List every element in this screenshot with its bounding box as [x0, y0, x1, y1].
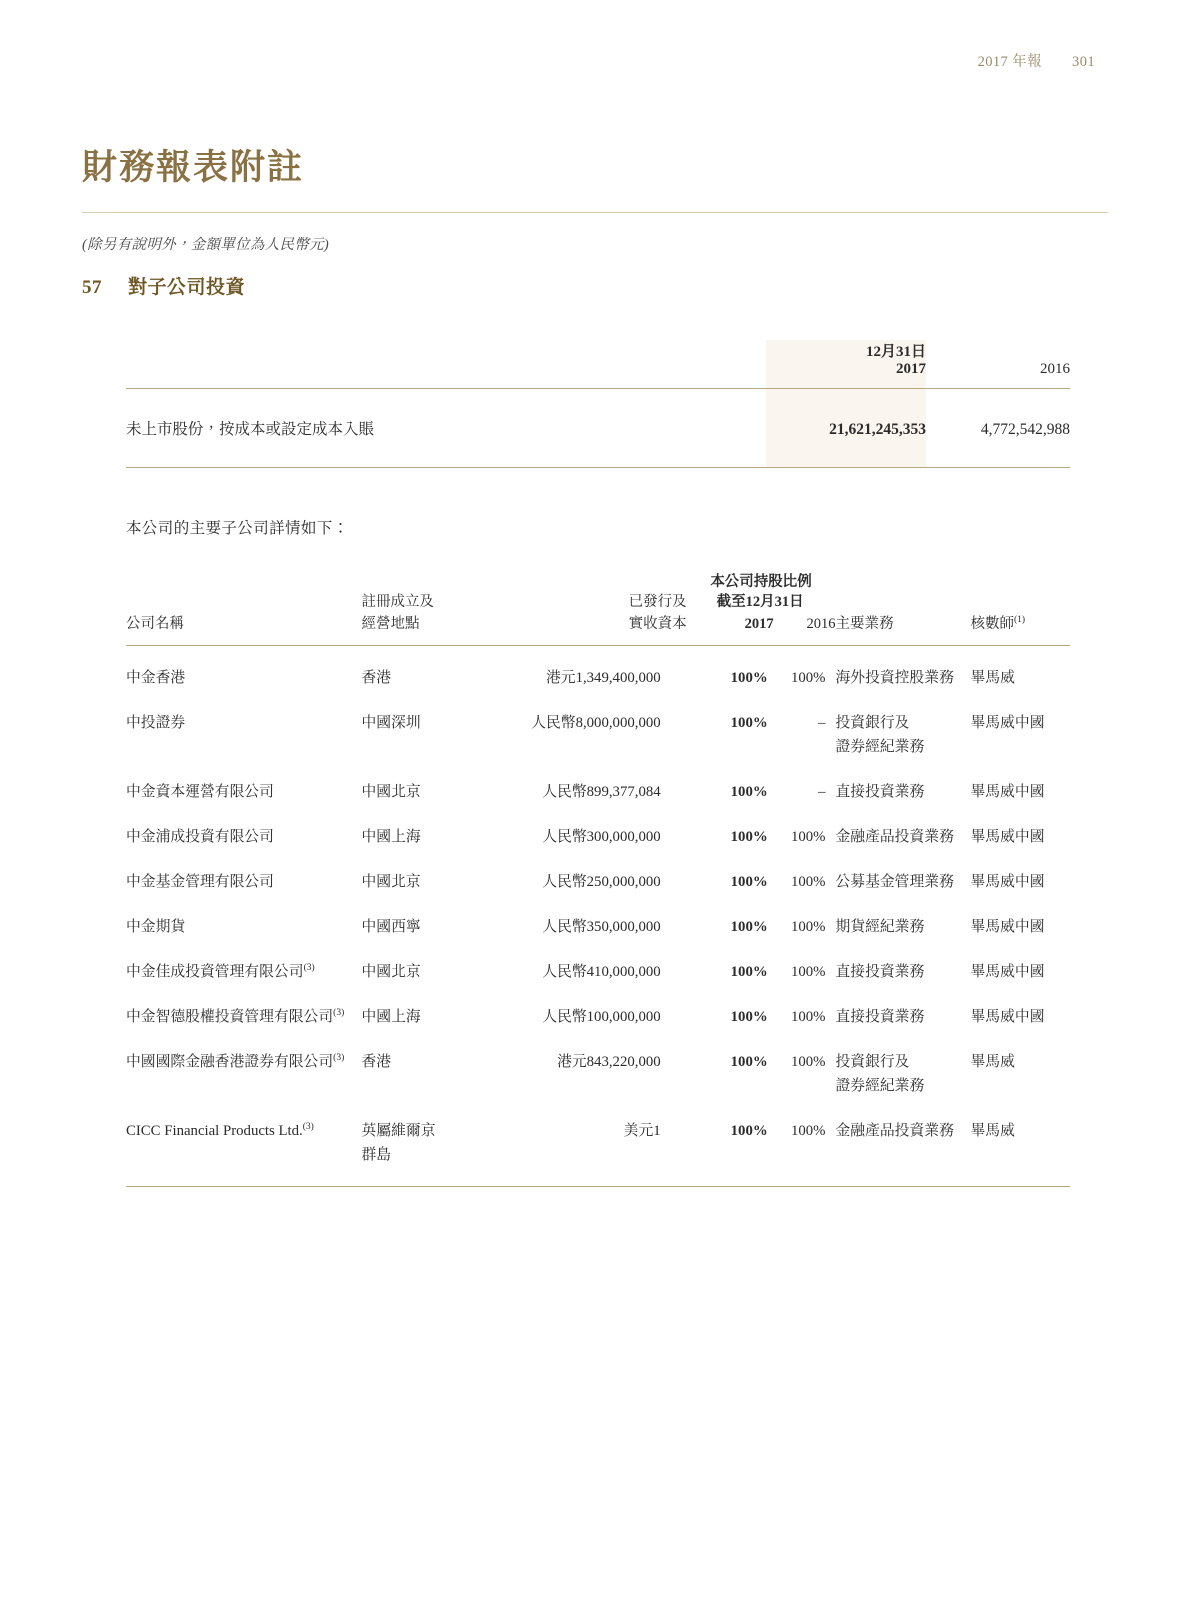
subsidiary-business: 公募基金管理業務: [835, 873, 954, 890]
table-row: [126, 850, 1070, 895]
subsidiary-pct-2017: 100%: [730, 1008, 768, 1025]
page-subtitle: (除另有說明外，金額單位為人民幣元): [82, 237, 330, 253]
subsidiary-capital: 人民幣350,000,000: [542, 918, 661, 935]
section-title: 對子公司投資: [128, 277, 246, 298]
subsidiary-auditor: 畢馬威: [970, 1122, 1015, 1139]
title-divider: [82, 212, 1108, 213]
subsidiary-pct-2017: 100%: [730, 669, 768, 686]
subsidiary-name: 中金浦成投資有限公司: [126, 828, 274, 845]
running-header: [978, 50, 1095, 71]
footnote-marker: (3): [333, 1052, 345, 1063]
subsidiary-capital: 港元1,349,400,000: [545, 669, 661, 686]
table-row: [126, 1099, 1070, 1168]
subsidiary-pct-2016: 100%: [790, 963, 826, 980]
col-header-place-l2: 經營地點: [361, 616, 420, 633]
col-header-2017-label: 2017: [744, 616, 774, 633]
subsidiary-name: CICC Financial Products Ltd.$^{(3)}$: [126, 1121, 314, 1139]
subsidiary-name: 中國國際金融香港證券有限公司$^{(3)}$: [126, 1052, 345, 1070]
subsidiary-pct-2016: 100%: [790, 1122, 826, 1139]
subsidiary-pct-2016: –: [818, 783, 826, 800]
subsidiary-place: 中國北京: [361, 963, 421, 980]
table-row: [126, 805, 1070, 850]
subsidiary-auditor: 畢馬威中國: [970, 963, 1045, 980]
subsidiary-pct-2016: –: [818, 714, 826, 731]
subsidiary-name: 中金智德股權投資管理有限公司$^{(3)}$: [126, 1007, 345, 1025]
subsidiary-place: 英屬維爾京 群島: [361, 1122, 436, 1163]
subsidiary-capital: 人民幣250,000,000: [542, 873, 661, 890]
summary-row-label: 未上市股份，按成本或設定成本入賬: [126, 389, 766, 468]
col-header-pct-2017: [687, 591, 804, 645]
col-header-name-label: 公司名稱: [126, 616, 184, 633]
subsidiary-auditor: 畢馬威中國: [970, 1008, 1045, 1025]
subsidiary-pct-2016: 100%: [790, 1053, 826, 1070]
subsidiary-pct-2017: 100%: [730, 783, 768, 800]
col-header-auditor: [971, 591, 1071, 645]
subs-table-spacer: [126, 1168, 1070, 1186]
subsidiary-business: 期貨經紀業務: [835, 918, 925, 935]
subsidiary-pct-2017: 100%: [730, 828, 768, 845]
subsidiary-place: 中國北京: [361, 783, 421, 800]
subsidiary-business: 投資銀行及 證券經紀業務: [835, 1053, 925, 1094]
subsidiary-place: 中國上海: [361, 828, 421, 845]
subs-header-group-row: [126, 570, 1070, 591]
subsidiary-name: 中投證券: [126, 714, 186, 731]
subsidiary-pct-2016: 100%: [790, 1008, 826, 1025]
report-year-label: 2017 年報: [977, 54, 1043, 70]
table-row: [126, 1030, 1070, 1099]
col-header-capital-l1: 已發行及: [628, 594, 687, 610]
subsidiary-capital: 人民幣100,000,000: [542, 1008, 661, 1025]
subsidiary-place: 香港: [361, 669, 392, 686]
footnote-marker: (3): [333, 1007, 345, 1018]
subsidiary-business: 投資銀行及 證券經紀業務: [835, 714, 925, 755]
col-header-place: [362, 591, 497, 645]
table-row: [126, 985, 1070, 1030]
subsidiary-auditor: 畢馬威: [970, 669, 1015, 686]
col-header-capital-l2: 實收資本: [628, 616, 687, 633]
section-heading: [82, 272, 245, 299]
subsidiary-place: 中國北京: [361, 873, 421, 890]
summary-row-value-2017: 21,621,245,353: [766, 389, 926, 468]
summary-date-header-row: [126, 340, 1070, 361]
col-header-pct-group-l2: 截至12月31日: [716, 594, 804, 610]
subsidiary-pct-2017: 100%: [730, 1122, 768, 1139]
footnote-marker: (3): [302, 1121, 314, 1132]
summary-col-2017: 2017: [766, 361, 926, 389]
subsidiary-name: 中金基金管理有限公司: [126, 873, 274, 890]
subsidiary-pct-2017: 100%: [730, 1053, 768, 1070]
table-row: [126, 895, 1070, 940]
subsidiary-business: 金融產品投資業務: [835, 828, 954, 845]
subsidiary-capital: 美元1: [623, 1122, 661, 1139]
subsidiary-pct-2017: 100%: [730, 918, 768, 935]
subsidiary-place: 中國上海: [361, 1008, 421, 1025]
subs-header-row: [126, 591, 1070, 645]
col-header-business: [835, 591, 970, 645]
page-number: 301: [1072, 54, 1095, 70]
subsidiary-business: 直接投資業務: [835, 1008, 925, 1025]
subsidiary-capital: 人民幣899,377,084: [542, 783, 661, 800]
subsidiary-capital: 人民幣8,000,000,000: [531, 714, 661, 731]
col-header-business-label: 主要業務: [835, 616, 894, 633]
subsidiary-auditor: 畢馬威中國: [970, 918, 1045, 935]
subsidiary-pct-2016: 100%: [790, 918, 826, 935]
subsidiary-pct-2016: 100%: [790, 669, 826, 686]
title-block: [82, 140, 1108, 254]
col-header-capital: [497, 591, 687, 645]
subsidiary-business: 海外投資控股業務: [835, 669, 954, 686]
subsidiary-place: 香港: [361, 1053, 392, 1070]
subsidiary-pct-2016: 100%: [790, 828, 826, 845]
summary-col-2016: 2016: [1040, 361, 1070, 377]
page-title: 財務報表附註: [82, 148, 305, 187]
subsidiary-capital: 人民幣410,000,000: [542, 963, 661, 980]
intro-paragraph: 本公司的主要子公司詳情如下：: [126, 520, 349, 537]
pct-group-header: [687, 570, 836, 591]
subsidiary-business: 金融產品投資業務: [835, 1122, 954, 1139]
pct-group-header-line1: 本公司持股比例: [710, 574, 812, 590]
col-header-name: [126, 591, 362, 645]
subsidiary-name: 中金香港: [126, 669, 186, 686]
subsidiary-place: 中國西寧: [361, 918, 421, 935]
subsidiary-pct-2017: 100%: [730, 714, 768, 731]
table-row: [126, 760, 1070, 805]
subsidiary-name: 中金資本運營有限公司: [126, 783, 274, 800]
summary-table: [126, 340, 1070, 468]
subsidiary-name: 中金佳成投資管理有限公司$^{(3)}$: [126, 962, 315, 980]
subsidiary-business: 直接投資業務: [835, 783, 925, 800]
subsidiary-auditor: 畢馬威中國: [970, 828, 1045, 845]
subsidiary-business: 直接投資業務: [835, 963, 925, 980]
table-row: [126, 940, 1070, 985]
summary-row-value-2016: 4,772,542,988: [926, 389, 1070, 468]
summary-year-row: [126, 361, 1070, 389]
subsidiary-capital: 港元843,220,000: [557, 1053, 661, 1070]
auditor-text: 核數師: [970, 616, 1014, 633]
auditor-footnote-marker: (1): [1014, 615, 1026, 626]
subsidiaries-table: [126, 570, 1070, 1187]
table-row: [126, 691, 1070, 760]
col-header-place-l1: 註冊成立及: [361, 594, 434, 610]
subsidiary-pct-2017: 100%: [730, 873, 768, 890]
subs-table-bottom-rule: [126, 1186, 1070, 1187]
summary-date-header: 12月31日: [766, 340, 926, 361]
subsidiary-place: 中國深圳: [361, 714, 421, 731]
subsidiary-auditor: 畢馬威中國: [970, 714, 1045, 731]
subsidiary-capital: 人民幣300,000,000: [542, 828, 661, 845]
subsidiary-name: 中金期貨: [126, 918, 186, 935]
section-number: 57: [82, 277, 102, 298]
subsidiary-auditor: 畢馬威中國: [970, 873, 1045, 890]
col-header-2016-label: 2016: [806, 616, 836, 633]
table-row: [126, 389, 1070, 468]
table-row: [126, 646, 1070, 691]
col-header-auditor-label: [971, 613, 1071, 635]
subsidiary-auditor: 畢馬威中國: [970, 783, 1045, 800]
subsidiary-pct-2017: 100%: [730, 963, 768, 980]
footnote-marker: (3): [303, 962, 315, 973]
subsidiary-pct-2016: 100%: [790, 873, 826, 890]
subsidiary-auditor: 畢馬威: [970, 1053, 1015, 1070]
